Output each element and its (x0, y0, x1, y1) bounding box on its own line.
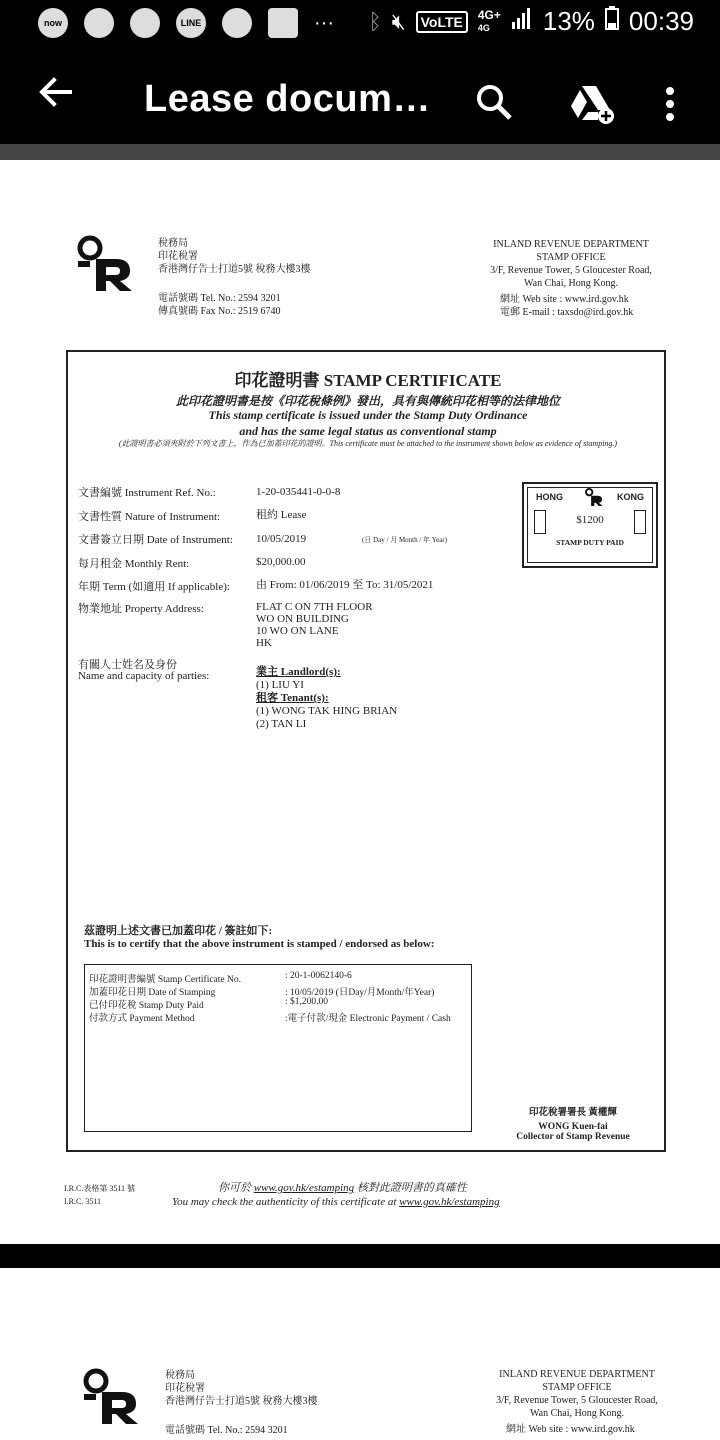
field-value: 由 From: 01/06/2019 至 To: 31/05/2021 (256, 579, 434, 591)
more-notifications-icon: ··· (314, 11, 334, 34)
system-status (369, 6, 694, 37)
now-app-icon: now (38, 8, 68, 38)
line-app-icon: LINE (176, 8, 206, 38)
stamp-duty-paid-seal: HONG KONG $1200 STAMP DUTY PAID (522, 482, 658, 568)
field-value: 10/05/2019 (256, 533, 307, 545)
back-arrow-icon[interactable] (36, 72, 76, 112)
field-label: 文書性質 Nature of Instrument: (78, 511, 221, 523)
header-english: INLAND REVENUE DEPARTMENT STAMP OFFICE 3/F, Revenue Tower, 5 Gloucester Road, Wan Chai, Hong Kong. (490, 239, 652, 289)
status-bar (0, 0, 720, 48)
seal-chop-icon (534, 510, 546, 534)
ird-logo-icon (76, 235, 134, 291)
mute-icon: 🔇︎ (391, 8, 406, 34)
header-contact: 網址 Web site : www.ird.gov.hk 電郵 E-mail : taxsdo@ird.gov.hk (500, 294, 634, 318)
certificate-note: (此證明書必須夾附於下列文書上，作為已加蓋印花的證明。This certificate must be attached to the instrument shown below as evidence of stamping.) (118, 439, 618, 448)
volte-badge: VoLTE (416, 11, 468, 33)
certificate-title: 印花證明書 STAMP CERTIFICATE (234, 371, 502, 390)
property-address: FLAT C ON 7TH FLOOR WO ON BUILDING 10 WO ON LANE HK (256, 601, 373, 649)
collector-signature: 印花稅署署長 黃權輝 WONG Kuen-fai Collector of Stamp Revenue (516, 1108, 630, 1142)
field-label: 年期 Term (如適用 If applicable): (78, 581, 230, 593)
ird-logo-icon (584, 488, 604, 511)
header-phone: 電話號碼 Tel. No.: 2594 3201 傳真號碼 Fax No.: 2519 6740 (158, 293, 281, 317)
stamp-certificate (66, 350, 666, 1152)
page-gap (0, 1244, 720, 1268)
chat-icon (222, 8, 252, 38)
field-value: $20,000.00 (256, 556, 306, 568)
document-page[interactable] (0, 160, 720, 1244)
notification-icon (84, 8, 114, 38)
verify-note-en: You may check the authenticity of this certificate at www.gov.hk/estamping (172, 1196, 500, 1208)
document-title: Lease docum… (144, 78, 431, 120)
certificate-subtitle-en-2: and has the same legal status as conventional stamp (239, 424, 497, 438)
address-label: 物業地址 Property Address: (78, 603, 204, 615)
add-to-drive-icon[interactable] (568, 84, 616, 129)
bluetooth-icon: ᛒ (368, 8, 382, 34)
certificate-subtitle-en: This stamp certificate is issued under the Stamp Duty Ordinance (208, 408, 528, 422)
field-label: 每月租金 Monthly Rent: (78, 558, 190, 570)
header-english: INLAND REVENUE DEPARTMENT STAMP OFFICE 3/F, Revenue Tower, 5 Gloucester Road, Wan Chai, Hong Kong. (496, 1369, 658, 1419)
field-value: 租約 Lease (256, 509, 307, 521)
signal-icon (511, 6, 533, 37)
ird-logo-icon (82, 1368, 140, 1424)
field-label: 文書簽立日期 Date of Instrument: (78, 534, 233, 546)
estamping-link[interactable]: www.gov.hk/estamping (399, 1196, 500, 1208)
notification-icon (130, 8, 160, 38)
app-bar-divider (0, 144, 720, 160)
app-bar (0, 48, 720, 144)
header-chinese: 稅務局 印花稅署 香港灣仔告士打道5號 稅務大樓3樓 (158, 238, 311, 275)
seal-chop-icon (634, 510, 646, 534)
field-label: 文書編號 Instrument Ref. No.: (78, 487, 216, 499)
field-value: 1-20-035441-0-0-8 (256, 486, 341, 498)
header-chinese: 稅務局 印花稅署 香港灣仔告士打道5號 稅務大樓3樓 (165, 1370, 318, 1407)
certify-statement-cn: 茲證明上述文書已加蓋印花 / 簽註如下: (84, 925, 273, 937)
battery-percent: 13% (542, 6, 595, 36)
header-phone: 電話號碼 Tel. No.: 2594 3201 (165, 1425, 288, 1436)
verify-note-cn: 你可於 www.gov.hk/estamping 核對此證明書的真確性 (218, 1182, 467, 1194)
messages-icon (268, 8, 298, 38)
stamping-details-box: 印花證明書編號 Stamp Certificate No. : 20-1-0062140-6 加蓋印花日期 Date of Stamping : 10/05/2019 (日Day/月Month/年Year) 已付印花稅 Stamp Duty Paid : $1,200.00 付款方式 Payment Method :電子付款/現金 Electronic Payment / Cash (84, 964, 472, 1132)
certify-statement-en: This is to certify that the above instrument is stamped / endorsed as below: (84, 938, 435, 950)
network-type: 4G+ 4G (477, 8, 501, 33)
notification-icons (38, 8, 334, 38)
battery-icon (605, 6, 619, 37)
clock: 00:39 (628, 6, 694, 36)
parties-label: 有關人士姓名及身份 Name and capacity of parties: (78, 659, 210, 682)
header-contact: 網址 Web site : www.ird.gov.hk (506, 1424, 635, 1435)
more-options-icon[interactable] (664, 86, 676, 131)
parties-list: 業主 Landlord(s): (1) LIU YI 租客 Tenant(s): (1) WONG TAK HING BRIAN (2) TAN LI (256, 666, 398, 730)
document-page-2[interactable] (0, 1268, 720, 1440)
estamping-link[interactable]: www.gov.hk/estamping (253, 1182, 355, 1194)
form-number: I.R.C.表格第 3511 號 I.R.C. 3511 (64, 1184, 136, 1206)
search-icon[interactable] (474, 82, 514, 127)
certificate-subtitle-cn: 此印花證明書是按《印花稅條例》發出，具有與傳統印花相等的法律地位 (175, 394, 560, 408)
date-format-hint: (日 Day / 月 Month / 年 Year) (362, 536, 448, 544)
